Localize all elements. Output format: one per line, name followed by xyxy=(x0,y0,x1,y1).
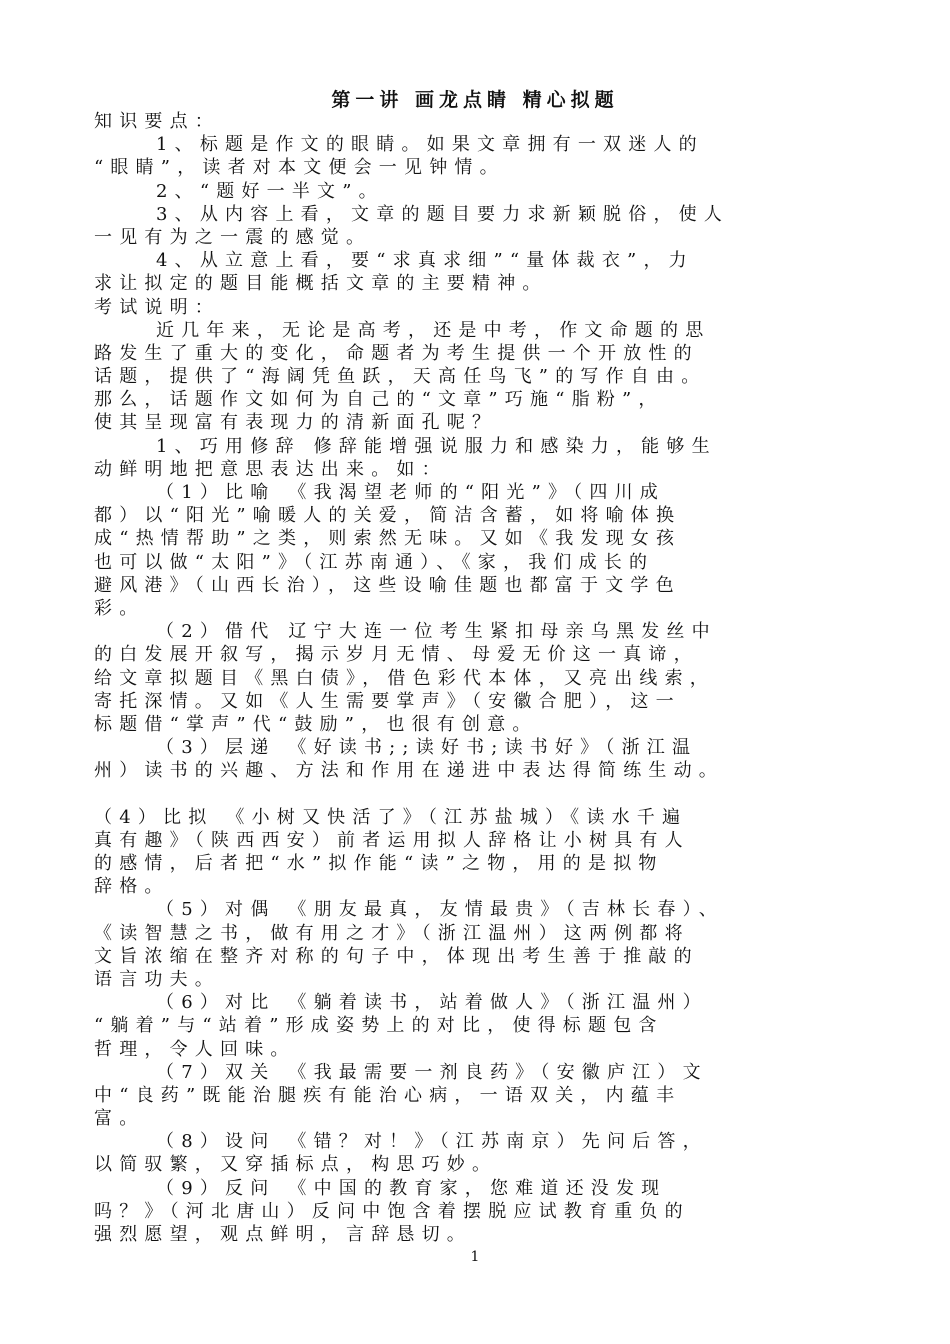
text-line: 那么，话题作文如何为自己的“文章”巧施“脂粉”， xyxy=(94,389,664,411)
text-line: 寄托深情。又如《人生需要掌声》（安徽合肥），这一 xyxy=(94,690,681,712)
text-line: （4）比拟 《小树又快活了》（江苏盐城）《读水千遍 xyxy=(94,806,688,828)
text-line: 1、标题是作文的眼睛。如果文章拥有一双迷人的 xyxy=(156,134,704,156)
page-title: 第一讲 画龙点睛 精心拟题 xyxy=(331,89,619,111)
text-line: 避风港》（山西长治），这些设喻佳题也都富于文学色 xyxy=(94,574,681,596)
text-line: 州）读书的兴趣、方法和作用在递进中表达得简练生动。 xyxy=(94,760,724,782)
text-line: 也可以做“太阳”》（江苏南通）、《家，我们成长的 xyxy=(94,551,655,573)
text-line: 标题借“掌声”代“鼓励”，也很有创意。 xyxy=(94,713,538,735)
text-line: 强烈愿望，观点鲜明，言辞恳切。 xyxy=(94,1224,472,1245)
text-line: 考试说明： xyxy=(94,296,220,318)
text-line: 的感情，后者把“水”拟作能“读”之物，用的是拟物 xyxy=(94,853,664,874)
text-line: 路发生了重大的变化，命题者为考生提供一个开放性的 xyxy=(94,342,699,364)
text-line: “眼睛”，读者对本文便会一见钟情。 xyxy=(94,157,505,179)
text-line: 真有趣》（陕西西安）前者运用拟人辞格让小树具有人 xyxy=(94,829,690,851)
text-line: 给文章拟题目《黑白债》，借色彩代本体，又亮出线索， xyxy=(94,667,715,689)
text-line: 哲理，令人回味。 xyxy=(94,1038,296,1060)
text-line: 动鲜明地把意思表达出来。如： xyxy=(94,458,447,480)
text-line: 语言功夫。 xyxy=(94,968,220,990)
text-line: （1）比喻 《我渴望老师的“阳光”》（四川成 xyxy=(156,482,665,503)
text-line: （5）对偶 《朋友最真，友情最贵》（吉林长春）、 xyxy=(156,899,724,921)
text-line: 彩。 xyxy=(94,597,145,619)
text-line: 一见有为之一震的感觉。 xyxy=(94,226,372,248)
text-line: 成“热情帮助”之类，则索然无味。又如《我发现女孩 xyxy=(94,528,682,550)
text-line: 2、“题好一半文”。 xyxy=(156,180,384,202)
text-line: （2）借代 辽宁大连一位考生紧扣母亲乌黑发丝中 xyxy=(156,621,717,643)
text-line: 1、巧用修辞 修辞能增强说服力和感染力，能够生 xyxy=(156,435,717,457)
text-line: 的白发展开叙写，揭示岁月无情、母爱无价这一真谛， xyxy=(94,644,699,666)
text-line: 都）以“阳光”喻暖人的关爱，简洁含蓄，如将喻体换 xyxy=(94,505,682,527)
text-line: 辞格。 xyxy=(94,876,170,898)
text-line: 以简驭繁，又穿插标点，构思巧妙。 xyxy=(94,1154,498,1176)
text-line: 知识要点： xyxy=(94,111,220,132)
text-line: 求让拟定的题目能概括文章的主要精神。 xyxy=(94,273,548,295)
text-line: 话题，提供了“海阔凭鱼跃，天高任鸟飞”的写作自由。 xyxy=(94,366,707,388)
text-line: （3）层递 《好读书;;读好书;读书好》（浙江温 xyxy=(156,737,698,759)
text-line: （9）反问 《中国的教育家，您难道还没发现 xyxy=(156,1177,667,1199)
text-line: 《读智慧之书，做有用之才》（浙江温州）这两例都将 xyxy=(94,922,690,944)
page-number: 1 xyxy=(470,1249,480,1265)
text-line: 近几年来，无论是高考，还是中考，作文命题的思 xyxy=(156,319,711,341)
text-line: （7）双关 《我最需要一剂良药》（安徽庐江）文 xyxy=(156,1061,708,1083)
text-line: （8）设问 《错？对！》（江苏南京）先问后答， xyxy=(156,1131,708,1153)
text-line: 富。 xyxy=(94,1108,145,1130)
text-line xyxy=(94,782,864,805)
text-line: 文旨浓缩在整齐对称的句子中，体现出考生善于推敲的 xyxy=(94,945,699,967)
text-line: “躺着”与“站着”形成姿势上的对比，使得标题包含 xyxy=(94,1015,664,1037)
text-line: 4、从立意上看，要“求真求细”“量体裁衣”，力 xyxy=(156,250,694,272)
text-line: 3、从内容上看，文章的题目要力求新颖脱俗，使人 xyxy=(156,203,730,225)
document-body xyxy=(94,110,864,1246)
text-line: 中“良药”既能治腿疾有能治心病，一语双关，内蕴丰 xyxy=(94,1084,682,1106)
text-line: （6）对比 《躺着读书，站着做人》（浙江温州） xyxy=(156,992,708,1014)
text-line: 使其呈现富有表现力的清新面孔呢？ xyxy=(94,412,498,434)
text-line: 吗？》（河北唐山）反问中饱含着摆脱应试教育重负的 xyxy=(94,1200,690,1222)
